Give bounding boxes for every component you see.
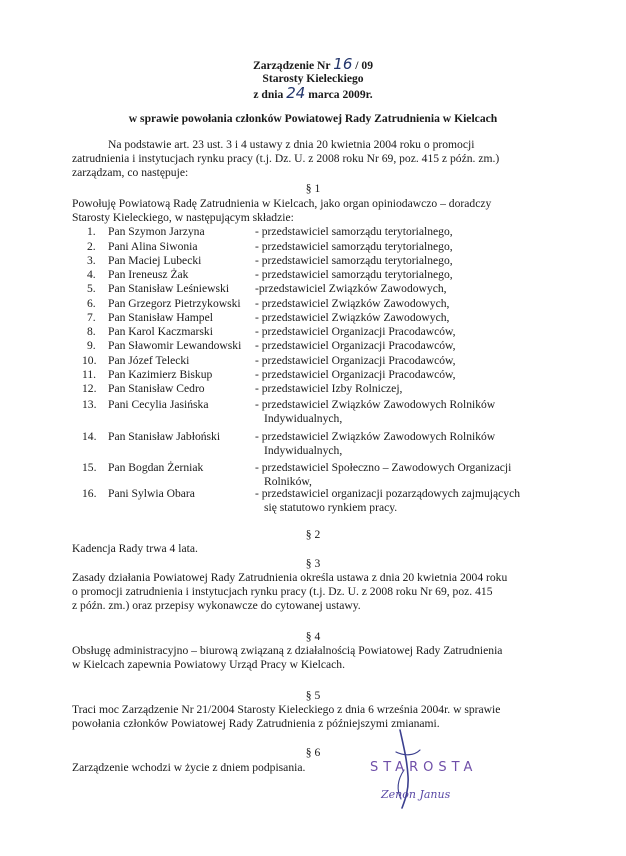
member-role-continued: się statutowo rynkiem pracy.: [264, 501, 398, 514]
section-4-line: Obsługę administracyjno – biurową związaną z działalnością Powiatowej Rady Zatrudnienia: [72, 644, 503, 657]
member-number: 12.: [82, 382, 97, 395]
starosta-stamp: STAROSTA: [370, 760, 478, 775]
member-name: Pan Stanisław Cedro: [108, 382, 205, 395]
date-prefix: z dnia: [253, 88, 284, 101]
member-number: 4.: [87, 268, 96, 281]
member-role: - przedstawiciel samorządu terytorialnego,: [255, 254, 453, 267]
member-name: Pan Szymon Jarzyna: [108, 225, 205, 238]
handwritten-day: 24: [286, 84, 306, 102]
section-1-heading: § 1: [305, 182, 321, 195]
member-role: - przedstawiciel Organizacji Pracodawców,: [255, 354, 456, 367]
document-subject: w sprawie powołania członków Powiatowej Rady Zatrudnienia w Kielcach: [128, 112, 498, 125]
section-3-line: z późn. zm.) oraz przepisy wykonawcze do cytowanej ustawy.: [72, 599, 361, 612]
member-name: Pan Bogdan Żerniak: [108, 461, 204, 474]
member-name: Pani Alina Siwonia: [108, 240, 198, 253]
member-role: - przedstawiciel Związków Zawodowych Rolników: [255, 430, 496, 443]
document-issuer: Starosty Kieleckiego: [262, 72, 364, 85]
member-number: 1.: [87, 225, 96, 238]
section-6-heading: § 6: [305, 746, 321, 759]
member-number: 8.: [87, 325, 96, 338]
member-number: 11.: [82, 368, 97, 381]
member-number: 7.: [87, 311, 96, 324]
member-name: Pan Stanisław Leśniewski: [108, 282, 230, 295]
date-suffix: marca 2009r.: [308, 88, 373, 101]
member-number: 2.: [87, 240, 96, 253]
section-2-line: Kadencja Rady trwa 4 lata.: [72, 542, 198, 555]
member-role-continued: Rolników,: [264, 475, 312, 488]
member-role: - przedstawiciel Organizacji Pracodawców,: [255, 339, 456, 352]
section-5-heading: § 5: [305, 689, 321, 702]
member-role: - przedstawiciel organizacji pozarządowych zajmujących: [255, 487, 521, 500]
handwritten-number: 16: [333, 55, 353, 73]
member-name: Pani Cecylia Jasińska: [108, 398, 209, 411]
member-role: - przedstawiciel Izby Rolniczej,: [255, 382, 403, 395]
member-number: 15.: [82, 461, 97, 474]
member-role-continued: Indywidualnych,: [264, 412, 343, 425]
member-name: Pani Sylwia Obara: [108, 487, 195, 500]
section-3-line: o promocji zatrudnienia i instytucjach rynku pracy (t.j. Dz. U. z 2008 roku Nr 69, poz. 415: [72, 585, 493, 598]
section-4-line: w Kielcach zapewnia Powiatowy Urząd Pracy w Kielcach.: [72, 658, 345, 671]
member-role: - przedstawiciel Związków Zawodowych,: [255, 311, 450, 324]
section-5-line: Traci moc Zarządzenie Nr 21/2004 Starosty Kieleckiego z dnia 6 września 2004r. w sprawie: [72, 703, 501, 716]
section-2-heading: § 2: [305, 528, 321, 541]
member-role: - przedstawiciel Społeczno – Zawodowych Organizacji: [255, 461, 512, 474]
signatory-name: Zenon Janus: [381, 788, 451, 801]
member-name: Pan Ireneusz Żak: [108, 268, 189, 281]
member-number: 6.: [87, 297, 96, 310]
section-6-line: Zarządzenie wchodzi w życie z dniem podpisania.: [72, 761, 306, 774]
member-name: Pan Józef Telecki: [108, 354, 190, 367]
member-name: Pan Stanisław Jabłoński: [108, 430, 221, 443]
title-suffix: / 09: [355, 59, 373, 72]
section-1-line: Starosty Kieleckiego, w następującym składzie:: [72, 211, 294, 224]
title-prefix: Zarządzenie Nr: [252, 59, 331, 72]
section-3-heading: § 3: [305, 557, 321, 570]
member-number: 13.: [82, 398, 97, 411]
intro-line: zarządzam, co następuje:: [72, 166, 189, 179]
member-role: - przedstawiciel Organizacji Pracodawców,: [255, 325, 456, 338]
intro-line: zatrudnienia i instytucjach rynku pracy (t.j. Dz. U. z 2008 roku Nr 69, poz. 415 z późn. zm.): [72, 152, 500, 165]
section-3-line: Zasady działania Powiatowej Rady Zatrudnienia określa ustawa z dnia 20 kwietnia 2004 roku: [72, 571, 508, 584]
member-number: 5.: [87, 282, 96, 295]
member-role-continued: Indywidualnych,: [264, 444, 343, 457]
section-5-line: powołania członków Powiatowej Rady Zatrudnienia z późniejszymi zmianami.: [72, 717, 440, 730]
member-role: -przedstawiciel Związków Zawodowych,: [255, 282, 447, 295]
section-4-heading: § 4: [305, 630, 321, 643]
intro-line: Na podstawie art. 23 ust. 3 i 4 ustawy z dnia 20 kwietnia 2004 roku o promocji: [108, 138, 475, 151]
member-role: - przedstawiciel Związków Zawodowych Rolników: [255, 398, 496, 411]
member-name: Pan Stanisław Hampel: [108, 311, 213, 324]
member-role: - przedstawiciel samorządu terytorialnego,: [255, 240, 453, 253]
member-number: 9.: [87, 339, 96, 352]
member-role: - przedstawiciel Związków Zawodowych,: [255, 297, 450, 310]
member-role: - przedstawiciel samorządu terytorialnego,: [255, 225, 453, 238]
member-number: 14.: [82, 430, 97, 443]
member-number: 16.: [82, 487, 97, 500]
member-name: Pan Kazimierz Biskup: [108, 368, 213, 381]
section-1-line: Powołuję Powiatową Radę Zatrudnienia w Kielcach, jako organ opiniodawczo – doradczy: [72, 197, 492, 210]
member-role: - przedstawiciel samorządu terytorialnego,: [255, 268, 453, 281]
member-name: Pan Maciej Lubecki: [108, 254, 202, 267]
member-name: Pan Grzegorz Pietrzykowski: [108, 297, 241, 310]
member-number: 10.: [82, 354, 97, 367]
member-number: 3.: [87, 254, 96, 267]
member-role: - przedstawiciel Organizacji Pracodawców,: [255, 368, 456, 381]
member-name: Pan Karol Kaczmarski: [108, 325, 213, 338]
member-name: Pan Sławomir Lewandowski: [108, 339, 242, 352]
